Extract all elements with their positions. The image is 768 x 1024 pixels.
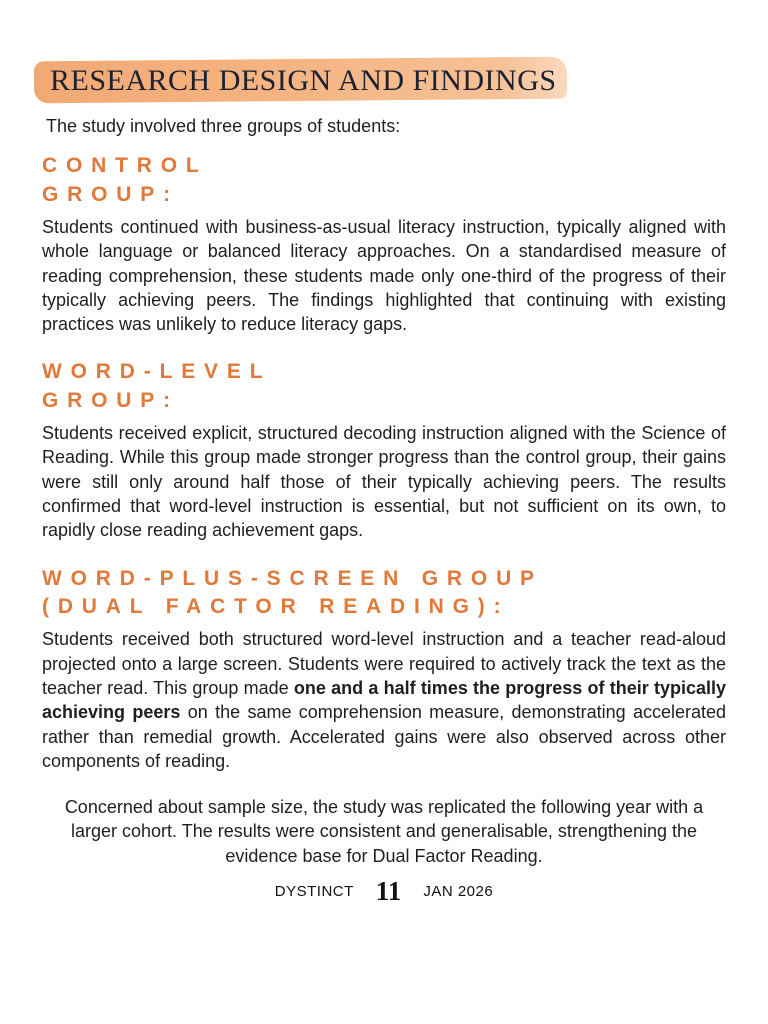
heading-line: (DUAL FACTOR READING): — [42, 594, 510, 618]
page-number: 11 — [375, 876, 402, 906]
section-control-group — [42, 152, 726, 336]
magazine-name: DYSTINCT — [274, 883, 354, 900]
section-heading-word-level — [42, 358, 726, 415]
section-heading-word-plus-screen — [42, 565, 726, 622]
section-heading-control — [42, 152, 726, 209]
closing-text: Concerned about sample size, the study was replicated the following year with a larger cohort. The results were consistent and generalisable, strengthening the evidence base for Dual Factor Reading. — [64, 797, 704, 866]
section-body-word-plus-screen — [42, 627, 726, 773]
section-body-control: Students continued with business-as-usual literacy instruction, typically aligned with whole language or balanced literacy approaches. On a standardised measure of reading comprehension, these students made only one-third of the progress of their typically achieving peers. The findings highlighted that continuing with existing practices was unlikely to reduce literacy gaps. — [42, 216, 726, 335]
issue-date: JAN 2026 — [423, 883, 494, 900]
page-header — [42, 64, 726, 114]
section-word-plus-screen-group — [42, 565, 726, 773]
body-text-segment: Students received both structured word-level instruction and a teacher read-aloud projected onto a large screen. Students were required to actively track the text as the teacher read. This group made — [42, 629, 726, 698]
body-text-segment: on the same comprehension measure, demonstrating accelerated rather than remedial growth. Accelerated gains were also observed across other components of reading. — [42, 702, 726, 771]
page-footer — [42, 878, 726, 905]
title-block — [50, 64, 557, 98]
heading-line: GROUP: — [42, 388, 179, 412]
heading-line: WORD-LEVEL — [42, 360, 272, 384]
heading-line: WORD-PLUS-SCREEN GROUP — [42, 566, 543, 590]
section-word-level-group — [42, 358, 726, 542]
heading-line: CONTROL — [42, 154, 208, 178]
page-title: RESEARCH DESIGN AND FINDINGS — [50, 64, 557, 97]
intro-text: The study involved three groups of students: — [46, 116, 401, 136]
section-body-word-level: Students received explicit, structured decoding instruction aligned with the Science of Reading. While this group made stronger progress than the control group, their gains were still only around half those of their typically achieving peers. The results confirmed that word-level instruction is essential, but not sufficient on its own, to rapidly close reading achievement gaps. — [42, 423, 726, 541]
body-text-bold-segment: one and a half times the progress of their typically achieving peers — [42, 677, 726, 723]
heading-line: GROUP: — [42, 182, 179, 206]
